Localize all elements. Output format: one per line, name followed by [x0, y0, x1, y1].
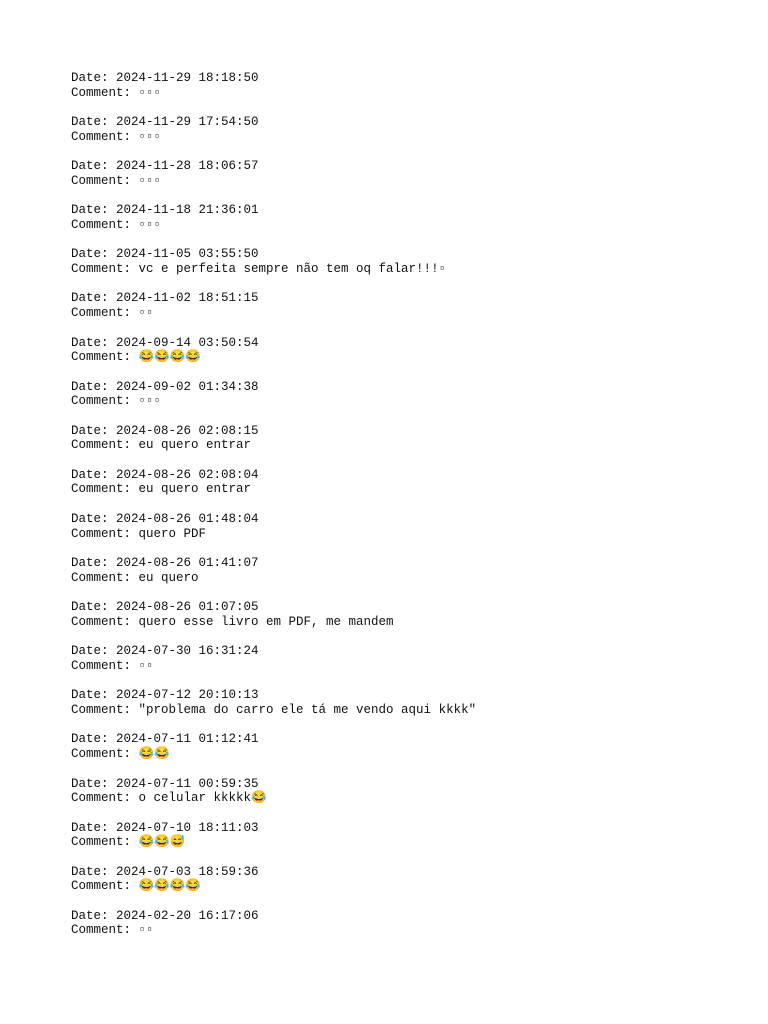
- comment-entry: [71, 865, 731, 909]
- date-line: [71, 865, 731, 880]
- date-line: [71, 71, 731, 86]
- comment-text: ▫▫▫: [138, 217, 162, 232]
- date-label: Date:: [71, 335, 117, 350]
- comment-entry: [71, 909, 731, 953]
- date-value: 2024-08-26 01:07:05: [116, 600, 259, 615]
- date-label: Date:: [71, 379, 117, 394]
- date-line: [71, 732, 731, 747]
- comment-label: Comment:: [71, 438, 139, 453]
- date-value: 2024-02-20 16:17:06: [116, 908, 259, 923]
- comment-text: eu quero entrar: [138, 482, 252, 497]
- date-value: 2024-07-12 20:10:13: [116, 688, 259, 703]
- date-label: Date:: [71, 864, 117, 879]
- date-label: Date:: [71, 600, 117, 615]
- comment-text: ▫▫▫: [138, 394, 162, 409]
- comment-entry: [71, 512, 731, 556]
- date-label: Date:: [71, 908, 117, 923]
- date-value: 2024-11-28 18:06:57: [116, 159, 259, 174]
- comment-line: [71, 791, 731, 806]
- date-value: 2024-11-29 18:18:50: [116, 71, 259, 85]
- comment-label: Comment:: [71, 835, 139, 850]
- date-line: [71, 821, 731, 836]
- comments-document: [71, 71, 731, 953]
- date-value: 2024-07-11 00:59:35: [116, 776, 259, 791]
- date-line: [71, 600, 731, 615]
- comment-line: [71, 703, 731, 718]
- comment-line: [71, 350, 731, 365]
- comment-label: Comment:: [71, 702, 139, 717]
- comment-line: [71, 659, 731, 674]
- comment-entry: [71, 600, 731, 644]
- comment-text: eu quero: [138, 570, 199, 585]
- comment-entry: [71, 115, 731, 159]
- date-label: Date:: [71, 732, 117, 747]
- comment-line: [71, 571, 731, 586]
- comment-entry: [71, 821, 731, 865]
- date-value: 2024-11-18 21:36:01: [116, 203, 259, 218]
- comment-line: [71, 86, 731, 101]
- comment-entry: [71, 468, 731, 512]
- date-value: 2024-07-03 18:59:36: [116, 864, 259, 879]
- date-value: 2024-08-26 01:48:04: [116, 511, 259, 526]
- comment-text: ▫▫: [138, 306, 154, 321]
- date-line: [71, 777, 731, 792]
- date-label: Date:: [71, 688, 117, 703]
- comment-text: 😂😂: [138, 747, 170, 761]
- comment-entry: [71, 556, 731, 600]
- date-label: Date:: [71, 115, 117, 130]
- date-value: 2024-07-30 16:31:24: [116, 644, 259, 659]
- comment-text: 😂😂😅: [138, 835, 186, 850]
- date-label: Date:: [71, 644, 117, 659]
- comment-label: Comment:: [71, 261, 139, 276]
- comment-text: ▫▫▫: [138, 85, 162, 100]
- comment-text: o celular kkkkk😂: [138, 791, 267, 806]
- date-label: Date:: [71, 159, 117, 174]
- date-line: [71, 909, 731, 924]
- comment-line: [71, 262, 731, 277]
- date-line: [71, 512, 731, 527]
- comment-label: Comment:: [71, 658, 139, 673]
- date-line: [71, 644, 731, 659]
- date-line: [71, 115, 731, 130]
- comment-line: [71, 615, 731, 630]
- date-line: [71, 424, 731, 439]
- date-label: Date:: [71, 423, 117, 438]
- date-line: [71, 556, 731, 571]
- comment-label: Comment:: [71, 526, 139, 541]
- date-line: [71, 468, 731, 483]
- date-label: Date:: [71, 467, 117, 482]
- comment-text: eu quero entrar: [138, 438, 252, 453]
- comment-line: [71, 394, 731, 409]
- comment-label: Comment:: [71, 747, 139, 761]
- comment-text: ▫▫▫: [138, 173, 162, 188]
- comment-text: ▫▫▫: [138, 129, 162, 144]
- date-value: 2024-08-26 02:08:04: [116, 467, 259, 482]
- comment-text: quero esse livro em PDF, me mandem: [138, 614, 394, 629]
- comment-entry: [71, 71, 731, 115]
- comment-line: [71, 879, 731, 894]
- comment-text: 😂😂😂😂: [138, 350, 201, 365]
- date-line: [71, 247, 731, 262]
- date-label: Date:: [71, 291, 117, 306]
- comment-line: [71, 835, 731, 850]
- comment-entry: [71, 203, 731, 247]
- comment-line: [71, 482, 731, 497]
- date-value: 2024-09-02 01:34:38: [116, 379, 259, 394]
- date-value: 2024-08-26 01:41:07: [116, 556, 259, 571]
- date-line: [71, 291, 731, 306]
- date-label: Date:: [71, 203, 117, 218]
- date-label: Date:: [71, 556, 117, 571]
- comment-line: [71, 438, 731, 453]
- comment-label: Comment:: [71, 879, 139, 894]
- date-line: [71, 203, 731, 218]
- comment-label: Comment:: [71, 350, 139, 365]
- comment-label: Comment:: [71, 129, 139, 144]
- comment-text: quero PDF: [138, 526, 207, 541]
- comment-text: ▫▫: [138, 923, 154, 938]
- date-value: 2024-07-11 01:12:41: [116, 732, 259, 747]
- comment-label: Comment:: [71, 614, 139, 629]
- date-label: Date:: [71, 247, 117, 262]
- date-value: 2024-11-29 17:54:50: [116, 115, 259, 130]
- date-line: [71, 336, 731, 351]
- comment-line: [71, 174, 731, 189]
- comment-line: [71, 747, 731, 762]
- comment-text: 😂😂😂😂: [138, 879, 201, 894]
- comment-line: [71, 306, 731, 321]
- comment-text: "problema do carro ele tá me vendo aqui kkkk": [138, 702, 477, 717]
- comment-entry: [71, 777, 731, 821]
- date-line: [71, 380, 731, 395]
- comment-entry: [71, 644, 731, 688]
- comment-line: [71, 130, 731, 145]
- date-value: 2024-08-26 02:08:15: [116, 423, 259, 438]
- comment-label: Comment:: [71, 482, 139, 497]
- comment-label: Comment:: [71, 394, 139, 409]
- comment-label: Comment:: [71, 85, 139, 100]
- comment-label: Comment:: [71, 217, 139, 232]
- date-value: 2024-11-02 18:51:15: [116, 291, 259, 306]
- comment-line: [71, 527, 731, 542]
- comment-label: Comment:: [71, 570, 139, 585]
- comment-line: [71, 218, 731, 233]
- date-line: [71, 688, 731, 703]
- comment-entry: [71, 732, 731, 776]
- comment-label: Comment:: [71, 306, 139, 321]
- date-label: Date:: [71, 820, 117, 835]
- comment-text: ▫▫: [138, 658, 154, 673]
- comment-text: vc e perfeita sempre não tem oq falar!!!▫: [138, 261, 447, 276]
- comment-label: Comment:: [71, 791, 139, 806]
- date-line: [71, 159, 731, 174]
- comment-label: Comment:: [71, 923, 139, 938]
- date-label: Date:: [71, 71, 117, 85]
- date-value: 2024-07-10 18:11:03: [116, 820, 259, 835]
- comment-entry: [71, 424, 731, 468]
- comment-entry: [71, 688, 731, 732]
- comment-label: Comment:: [71, 173, 139, 188]
- date-label: Date:: [71, 511, 117, 526]
- comment-entry: [71, 291, 731, 335]
- date-value: 2024-11-05 03:55:50: [116, 247, 259, 262]
- comment-entry: [71, 336, 731, 380]
- comment-entry: [71, 380, 731, 424]
- comment-line: [71, 923, 731, 938]
- date-label: Date:: [71, 776, 117, 791]
- comment-entry: [71, 247, 731, 291]
- comment-entry: [71, 159, 731, 203]
- date-value: 2024-09-14 03:50:54: [116, 335, 259, 350]
